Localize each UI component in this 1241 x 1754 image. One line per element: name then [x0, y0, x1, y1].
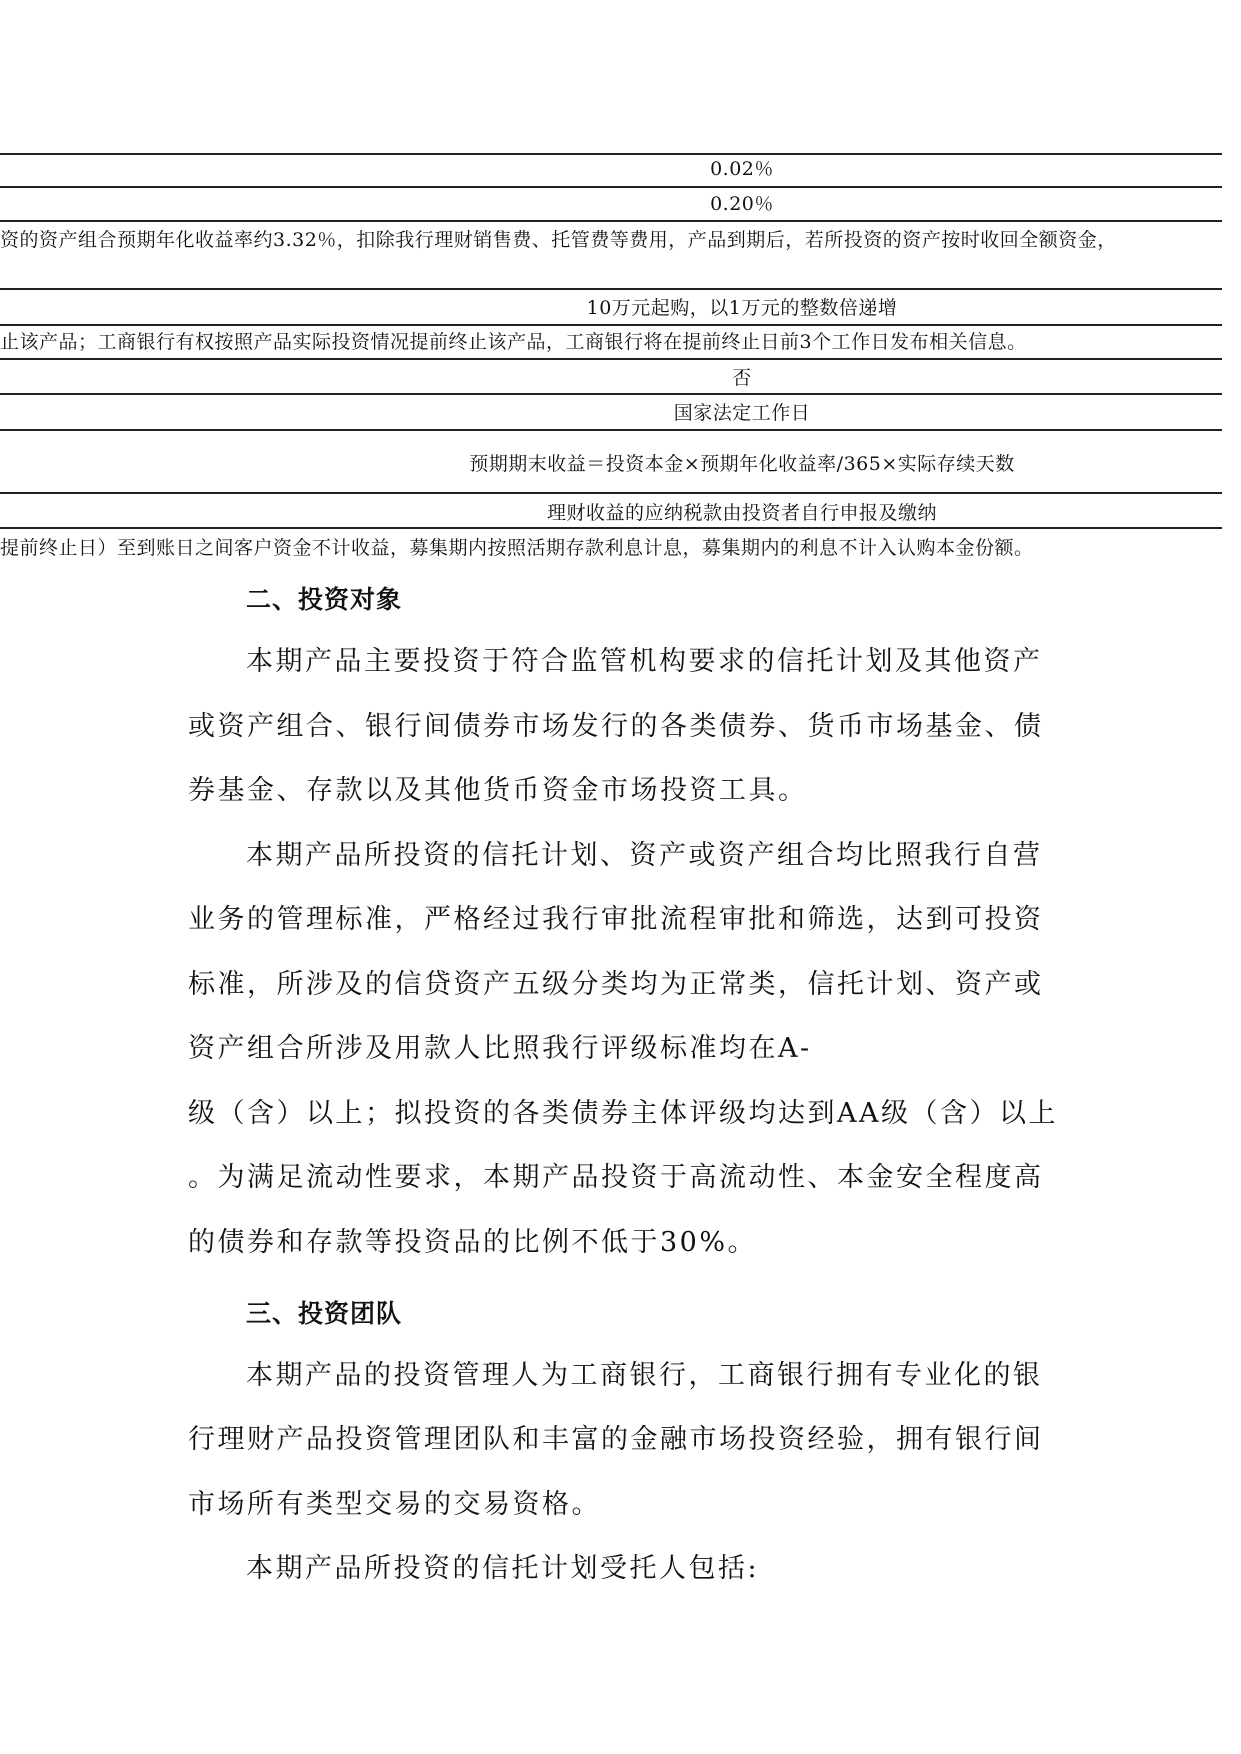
- table-cell-fee-rate-2: 0.20％: [710, 193, 774, 215]
- section-heading-investment-target: 二、投资对象: [246, 585, 403, 614]
- table-rule: [0, 186, 1222, 188]
- paragraph-line: 券基金、存款以及其他货币资金市场投资工具。: [188, 775, 808, 806]
- table-cell-early-termination: 止该产品；工商银行有权按照产品实际投资情况提前终止该产品，工商银行将在提前终止日前3个工作日发布相关信息。: [0, 331, 1027, 353]
- paragraph-line: 。为满足流动性要求，本期产品投资于高流动性、本金安全程度高: [188, 1162, 1044, 1193]
- table-rule: [0, 393, 1222, 395]
- table-rule: [0, 324, 1222, 326]
- table-rule: [0, 492, 1222, 494]
- paragraph-line: 本期产品主要投资于符合监管机构要求的信托计划及其他资产: [246, 646, 1043, 677]
- paragraph-line: 行理财产品投资管理团队和丰富的金融市场投资经验，拥有银行间: [188, 1424, 1044, 1455]
- table-rule: [0, 358, 1222, 360]
- paragraph-line: 级（含）以上；拟投资的各类债券主体评级均达到AA级（含）以上: [188, 1098, 1058, 1129]
- paragraph-line: 市场所有类型交易的交易资格。: [188, 1489, 601, 1520]
- table-rule: [0, 527, 1222, 529]
- table-cell-no: 否: [732, 367, 752, 389]
- table-rule: [0, 429, 1222, 431]
- table-rule: [0, 220, 1222, 222]
- table-cell-fee-rate-1: 0.02％: [710, 158, 774, 180]
- paragraph-line: 或资产组合、银行间债券市场发行的各类债券、货币市场基金、债: [188, 711, 1044, 742]
- paragraph-line: 本期产品所投资的信托计划受托人包括:: [246, 1553, 760, 1584]
- section-heading-investment-team: 三、投资团队: [246, 1299, 403, 1328]
- table-cell-return-formula: 预期期末收益＝投资本金×预期年化收益率/365×实际存续天数: [469, 453, 1015, 475]
- paragraph-line: 本期产品的投资管理人为工商银行，工商银行拥有专业化的银: [246, 1360, 1043, 1391]
- paragraph-line: 业务的管理标准，严格经过我行审批流程审批和筛选，达到可投资: [188, 904, 1044, 935]
- table-cell-expected-yield: 资的资产组合预期年化收益率约3.32％，扣除我行理财销售费、托管费等费用，产品到期后，若所投资的资产按时收回全额资金，: [0, 229, 1117, 251]
- table-rule: [0, 288, 1222, 290]
- paragraph-line: 资产组合所涉及用款人比照我行评级标准均在A-: [188, 1033, 812, 1064]
- table-cell-min-purchase: 10万元起购，以1万元的整数倍递增: [586, 297, 898, 319]
- table-cell-interest-note: 提前终止日）至到账日之间客户资金不计收益，募集期内按照活期存款利息计息，募集期内的利息不计入认购本金份额。: [0, 537, 1034, 559]
- table-cell-tax: 理财收益的应纳税款由投资者自行申报及缴纳: [546, 502, 938, 524]
- paragraph-line: 标准，所涉及的信贷资产五级分类均为正常类，信托计划、资产或: [188, 969, 1044, 1000]
- paragraph-line: 本期产品所投资的信托计划、资产或资产组合均比照我行自营: [246, 840, 1043, 871]
- table-cell-working-day: 国家法定工作日: [673, 402, 811, 424]
- paragraph-line: 的债券和存款等投资品的比例不低于30%。: [188, 1227, 758, 1258]
- table-rule: [0, 153, 1222, 155]
